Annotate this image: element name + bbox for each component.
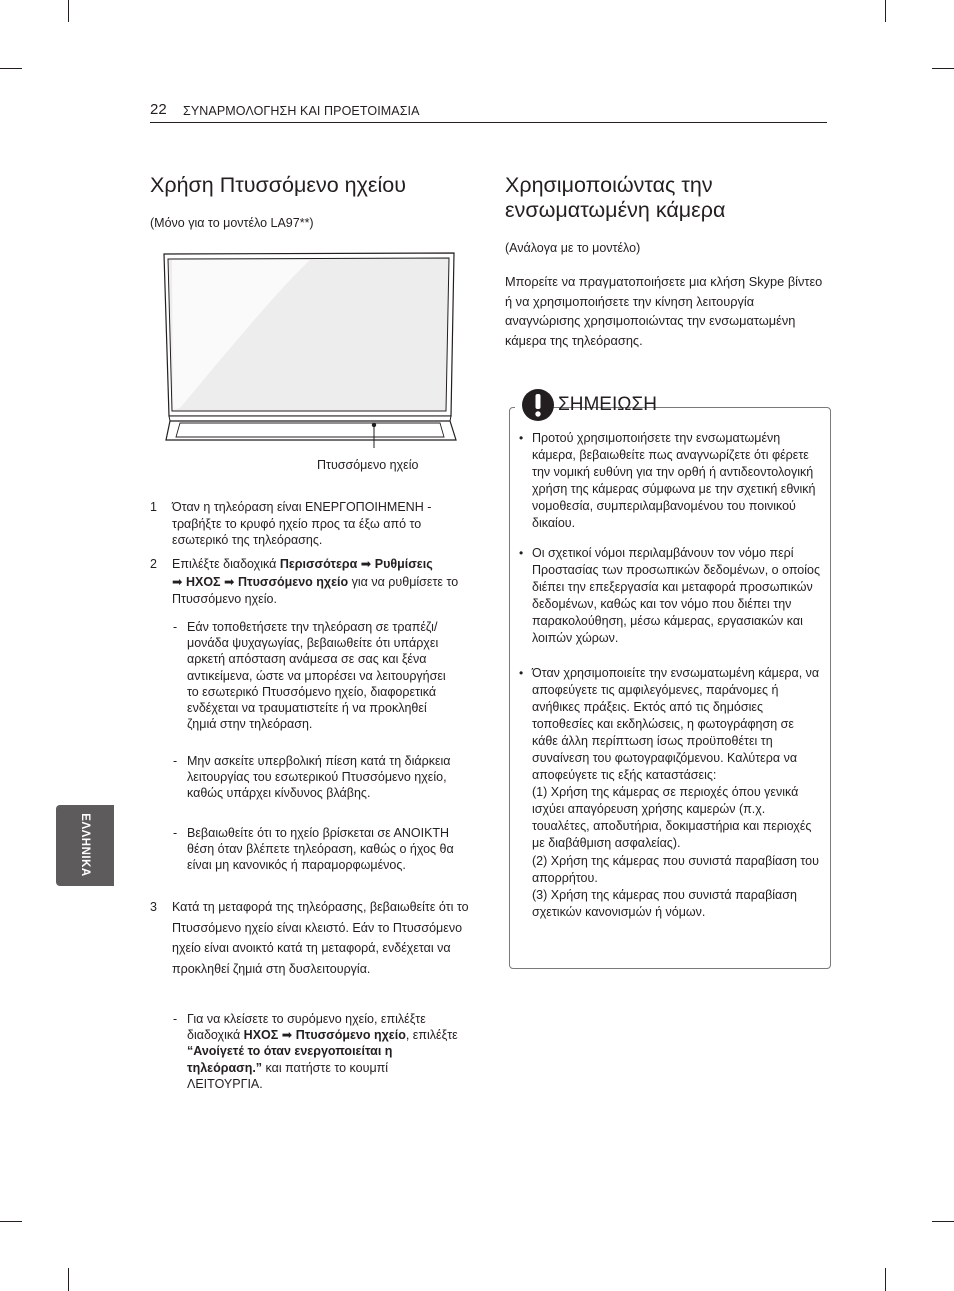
- menu-sound: ΗΧΟΣ: [243, 1028, 279, 1043]
- crop-mark: [885, 0, 886, 22]
- arrow-icon: ➡: [360, 557, 372, 571]
- step-3-sub-suffix: και πατήστε το κουμπί ΛΕΙΤΟΥΡΓΙΑ.: [187, 1060, 389, 1091]
- note-item-3-text: Όταν χρησιμοποιείτε την ενσωματωμένη κάμερα, να αποφεύγετε τις αμφιλεγόμενες, παράνομες ή ανήθικες πράξεις. Εκτός από τις δημόσιες τοποθεσίες και εκδηλώσεις, η φωτογράφηση σε κάθε άλλη περίπτωση ίσως προϋποθέτει τη συναίνεση του φωτογραφιζόμενου. Καλύτερα να αποφεύγετε τις εξής καταστάσεις:: [532, 666, 820, 783]
- note-header: [515, 388, 657, 422]
- menu-more: Περισσότερα: [279, 557, 358, 571]
- crop-mark: [932, 68, 954, 69]
- step-2-sub-1: Εάν τοποθετήσετε την τηλεόραση σε τραπέζι/μονάδα ψυχαγωγίας, βεβαιωθείτε ότι υπάρχει αρκετή απόσταση ανάμεσα σε σας και ξένα αντικείμενα, ώστε να μπορέσει να λειτουργήσει το εσωτερικό Πτυσσόμενο ηχείο, διαφορετικά ενδέχεται να τραυματιστείτε ή να προκληθεί ζημιά στην τηλεόραση.: [187, 620, 446, 732]
- crop-mark: [932, 1221, 954, 1222]
- right-heading-line-1: Χρησιμοποιώντας την: [505, 173, 713, 197]
- tv-illustration: [160, 248, 460, 448]
- step-1-text: Όταν η τηλεόραση είναι ΕΝΕΡΓΟΠΟΙΗΜΕΝΗ - τραβήξτε το κρυφό ηχείο προς τα έξω από το εσωτερικό της τηλεόρασης.: [172, 500, 432, 547]
- right-heading: [505, 173, 725, 223]
- menu-folding-speaker: Πτυσσόμενο ηχείο: [295, 1028, 406, 1043]
- page-header: [150, 100, 827, 123]
- dash-marker: -: [173, 826, 178, 840]
- step-3-sub-prefix: Για να κλείσετε το συρόμενο ηχείο, επιλέξτε διαδοχικά: [187, 1012, 426, 1043]
- section-title: ΣΥΝΑΡΜΟΛΟΓΗΣΗ ΚΑΙ ΠΡΟΕΤΟΙΜΑΣΙΑ: [183, 104, 420, 118]
- bullet-marker: •: [519, 666, 524, 680]
- crop-mark: [68, 0, 69, 22]
- crop-mark: [885, 1268, 886, 1291]
- dash-marker: -: [173, 1012, 178, 1026]
- note-item-2: Οι σχετικοί νόμοι περιλαμβάνουν τον νόμο περί Προστασίας των προσωπικών δεδομένων, ο οποίος διέπει την επεξεργασία και μεταφορά προσωπικών δεδομένων, καθώς και τον νόμο που διέπει την παρακολούθηση, μέσω κάμερας, εργασιακών και λοιπών χώρων.: [532, 546, 820, 646]
- left-heading: Χρήση Πτυσσόμενο ηχείου: [150, 173, 406, 197]
- menu-sound: ΗΧΟΣ: [185, 574, 221, 589]
- right-model-note: (Ανάλογα με το μοντέλο): [505, 241, 641, 255]
- step-2-sub-2: Μην ασκείτε υπερβολική πίεση κατά τη διάρκεια λειτουργίας του εσωτερικού Πτυσσόμενο ηχείο, καθώς υπάρχει κίνδυνος βλάβης.: [187, 754, 451, 801]
- bullet-marker: •: [519, 546, 524, 560]
- note-item-3-case-1: (1) Χρήση της κάμερας σε περιοχές όπου γενικά ισχύει απαγόρευση χρήσης καμερών (π.χ. τουαλέτες, αποδυτήρια, δοκιμαστήρια και περιοχές με διαβάθμιση ασφαλείας).: [532, 785, 812, 851]
- note-title: ΣΗΜΕΙΩΣΗ: [558, 394, 657, 415]
- language-tab: [56, 805, 114, 886]
- option-open-on-power: “Ανοίγετέ το όταν ενεργοποιείται η τηλεόραση.”: [187, 1044, 393, 1075]
- arrow-icon: ➡: [224, 574, 235, 589]
- step-2-sub-3: Βεβαιωθείτε ότι το ηχείο βρίσκεται σε ΑΝΟΙΚΤΗ θέση όταν βλέπετε τηλεόραση, καθώς ο ήχος θα είναι μη κανονικός ή παραμορφωμένος.: [187, 826, 454, 873]
- note-item-1: Προτού χρησιμοποιήσετε την ενσωματωμένη κάμερα, βεβαιωθείτε πως αναγνωρίζετε ότι φέρετε την νομική ευθύνη για την ορθή ή αντιδεοντολογική χρήση της κάμερας σύμφωνα με την σχετική εθνική νομοθεσία, συμπεριλαμβανομένου του ποινικού δικαίου.: [532, 431, 816, 531]
- step-3-text: Κατά τη μεταφορά της τηλεόρασης, βεβαιωθείτε ότι το Πτυσσόμενο ηχείο είναι κλειστό. Εάν το Πτυσσόμενο ηχείο είναι ανοικτό κατά τη μεταφορά, ενδέχεται να προκληθεί ζημιά στη δυσλειτουργία.: [172, 900, 469, 976]
- step-number: 1: [150, 500, 157, 514]
- camera-intro: Μπορείτε να πραγματοποιήσετε μια κλήση Skype βίντεο ή να χρησιμοποιήσετε την κίνηση λειτουργία αναγνώρισης χρησιμοποιώντας την ενσωματωμένη κάμερα της τηλεόρασης.: [505, 274, 823, 348]
- note-item-3: [532, 665, 822, 921]
- note-item-3-case-3: (3) Χρήση της κάμερας που συνιστά παραβίαση σχετικών κανονισμών ή νόμων.: [532, 887, 797, 919]
- left-model-note: (Μόνο για το μοντέλο LA97**): [150, 216, 314, 230]
- step-number: 2: [150, 557, 157, 571]
- note-item-3-case-2: (2) Χρήση της κάμερας που συνιστά παραβίαση του απορρήτου.: [532, 853, 819, 885]
- page-number: 22: [150, 101, 167, 118]
- dash-marker: -: [173, 620, 178, 634]
- figure-caption: Πτυσσόμενο ηχείο: [317, 458, 419, 472]
- crop-mark: [0, 1221, 22, 1222]
- step-2-prefix: Επιλέξτε διαδοχικά: [172, 557, 280, 571]
- arrow-icon: ➡: [281, 1028, 293, 1043]
- dash-marker: -: [173, 754, 178, 768]
- step-2-text: [172, 556, 472, 609]
- bullet-marker: •: [519, 431, 524, 445]
- menu-settings: Ρυθμίσεις: [374, 557, 433, 571]
- exclamation-icon: [521, 388, 555, 422]
- step-number: 3: [150, 900, 157, 914]
- step-2-suffix: για να ρυθμίσετε το Πτυσσόμενο ηχείο.: [172, 574, 459, 606]
- language-tab-label: ΕΛΛΗΝΙΚΑ: [79, 813, 91, 877]
- crop-mark: [0, 68, 22, 69]
- right-heading-line-2: ενσωματωμένη κάμερα: [505, 198, 726, 222]
- crop-mark: [68, 1268, 69, 1291]
- arrow-icon: ➡: [172, 574, 183, 589]
- step-3-sub-1: [187, 1011, 459, 1092]
- step-3-sub-mid: , επιλέξτε: [405, 1028, 458, 1043]
- menu-folding-speaker: Πτυσσόμενο ηχείο: [238, 574, 349, 589]
